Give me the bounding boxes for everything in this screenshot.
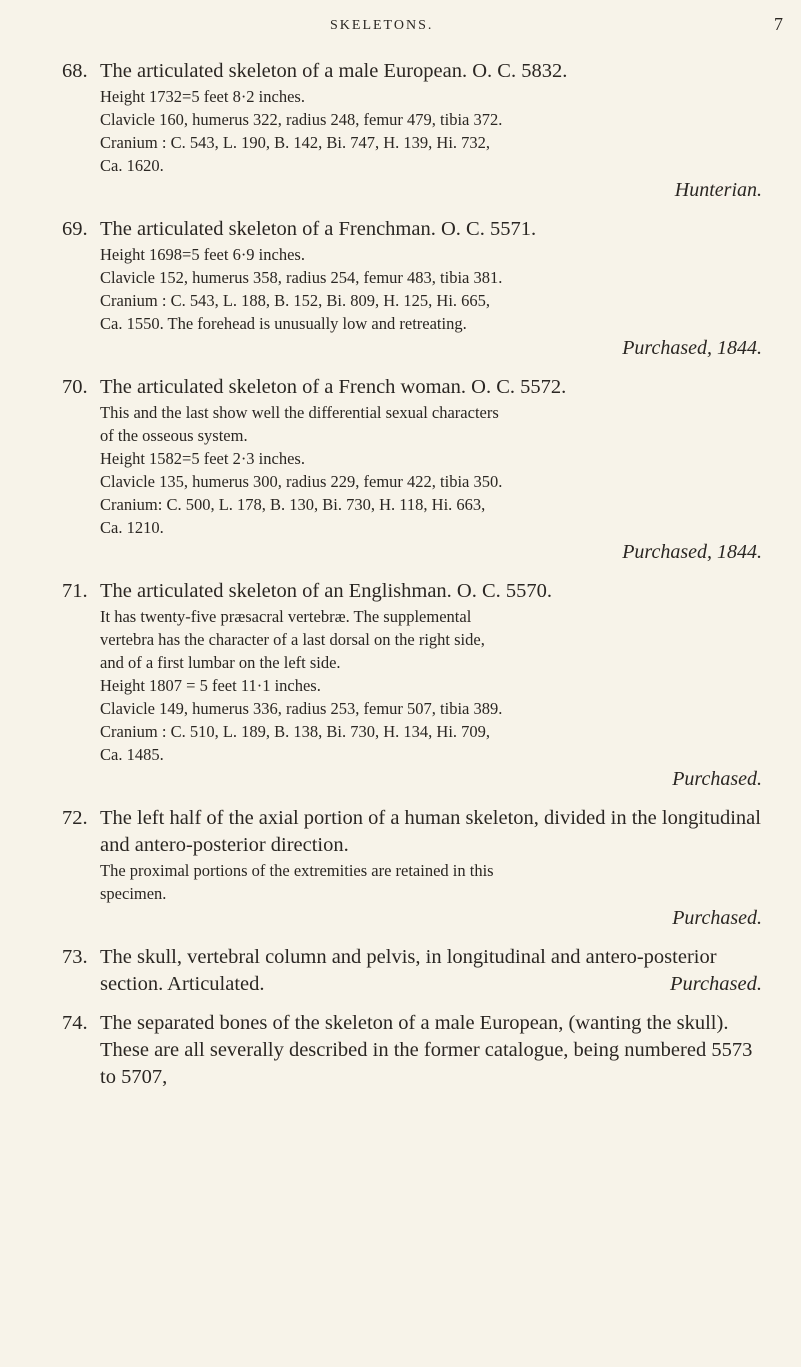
entry-title-text: The articulated skeleton of an Englishman. O. C. 5570. xyxy=(100,580,553,602)
entry-title xyxy=(62,1010,762,1091)
page-text-flow xyxy=(62,12,783,1103)
entry-line: of the osseous system. xyxy=(100,426,248,445)
entry-number: 74. xyxy=(62,1012,88,1034)
entry-source: Purchased. xyxy=(669,973,762,995)
entry-source: Purchased. xyxy=(672,768,762,790)
entry-line: Ca. 1550. The forehead is unusually low and retreating. xyxy=(100,314,467,333)
entry-number: 68. xyxy=(62,60,88,82)
catalogue-entry-69 xyxy=(62,216,762,362)
entry-line: Height 1698=5 feet 6·9 inches. xyxy=(100,245,305,264)
entry-line: Height 1732=5 feet 8·2 inches. xyxy=(100,87,305,106)
entry-number: 69. xyxy=(62,218,88,240)
entry-body xyxy=(100,401,762,539)
page-number: 7 xyxy=(774,14,783,34)
entry-line: Cranium : C. 510, L. 189, B. 138, Bi. 730, H. 134, Hi. 709, xyxy=(100,722,491,741)
entry-line: Cranium : C. 543, L. 190, B. 142, Bi. 747, H. 139, Hi. 732, xyxy=(100,133,491,152)
entry-title-text: The articulated skeleton of a Frenchman. O. C. 5571. xyxy=(100,218,537,240)
entry-title xyxy=(62,58,762,85)
entry-line: and of a first lumbar on the left side. xyxy=(100,653,341,672)
entry-line: specimen. xyxy=(100,884,167,903)
entry-line: Clavicle 160, humerus 322, radius 248, femur 479, tibia 372. xyxy=(100,110,503,129)
entry-title-text: The articulated skeleton of a French woman. O. C. 5572. xyxy=(100,376,567,398)
entry-source: Purchased, 1844. xyxy=(622,541,762,563)
catalogue-entry-74 xyxy=(62,1010,762,1091)
catalogue-entry-73 xyxy=(62,944,762,998)
entry-line: Cranium : C. 543, L. 188, B. 152, Bi. 809, H. 125, Hi. 665, xyxy=(100,291,491,310)
entry-body xyxy=(100,85,762,177)
entry-title xyxy=(62,805,762,859)
entry-body xyxy=(100,859,762,905)
catalogue-entry-71 xyxy=(62,578,762,793)
entry-line: The proximal portions of the extremities are retained in this xyxy=(100,861,494,880)
entry-line: Ca. 1210. xyxy=(100,518,164,537)
running-head: SKELETONS. xyxy=(330,18,434,33)
entry-number: 70. xyxy=(62,376,88,398)
entry-line: This and the last show well the differential sexual characters xyxy=(100,403,499,422)
catalogue-entry-68 xyxy=(62,58,762,204)
entry-title-text: The articulated skeleton of a male European. O. C. 5832. xyxy=(100,60,568,82)
entry-source: Purchased, 1844. xyxy=(622,337,762,359)
entry-line: Height 1582=5 feet 2·3 inches. xyxy=(100,449,305,468)
entry-line: Ca. 1620. xyxy=(100,156,164,175)
entry-line: Clavicle 152, humerus 358, radius 254, femur 483, tibia 381. xyxy=(100,268,503,287)
entry-line: Clavicle 135, humerus 300, radius 229, femur 422, tibia 350. xyxy=(100,472,503,491)
entry-body xyxy=(100,243,762,335)
entry-body xyxy=(100,605,762,766)
entry-line: Cranium: C. 500, L. 178, B. 130, Bi. 730, H. 118, Hi. 663, xyxy=(100,495,486,514)
page-header xyxy=(62,12,783,42)
entry-number: 71. xyxy=(62,580,88,602)
entry-title xyxy=(62,578,762,605)
entry-title xyxy=(62,374,762,401)
entry-line: vertebra has the character of a last dorsal on the right side, xyxy=(100,630,485,649)
entry-source: Hunterian. xyxy=(674,179,762,201)
catalogue-entry-70 xyxy=(62,374,762,566)
entry-title xyxy=(62,216,762,243)
catalogue-entry-72 xyxy=(62,805,762,932)
entry-title-text: The separated bones of the skeleton of a male European, (wanting the skull). These are all severally described in the former catalogue, being numbered 5573 to 5707, xyxy=(100,1012,753,1088)
entry-source: Purchased. xyxy=(672,907,762,929)
entry-line: Ca. 1485. xyxy=(100,745,164,764)
entry-title-text: The skull, vertebral column and pelvis, in longitudinal and antero-posterior section. Articulated. xyxy=(100,946,717,995)
entry-line: Height 1807 = 5 feet 11·1 inches. xyxy=(100,676,321,695)
entry-line: It has twenty-five præsacral vertebræ. The supplemental xyxy=(100,607,472,626)
entry-title-text: The left half of the axial portion of a human skeleton, divided in the longitudinal and antero-posterior direction. xyxy=(100,807,761,856)
entry-title xyxy=(62,944,762,998)
entry-number: 73. xyxy=(62,946,88,968)
entry-line: Clavicle 149, humerus 336, radius 253, femur 507, tibia 389. xyxy=(100,699,503,718)
entry-number: 72. xyxy=(62,807,88,829)
